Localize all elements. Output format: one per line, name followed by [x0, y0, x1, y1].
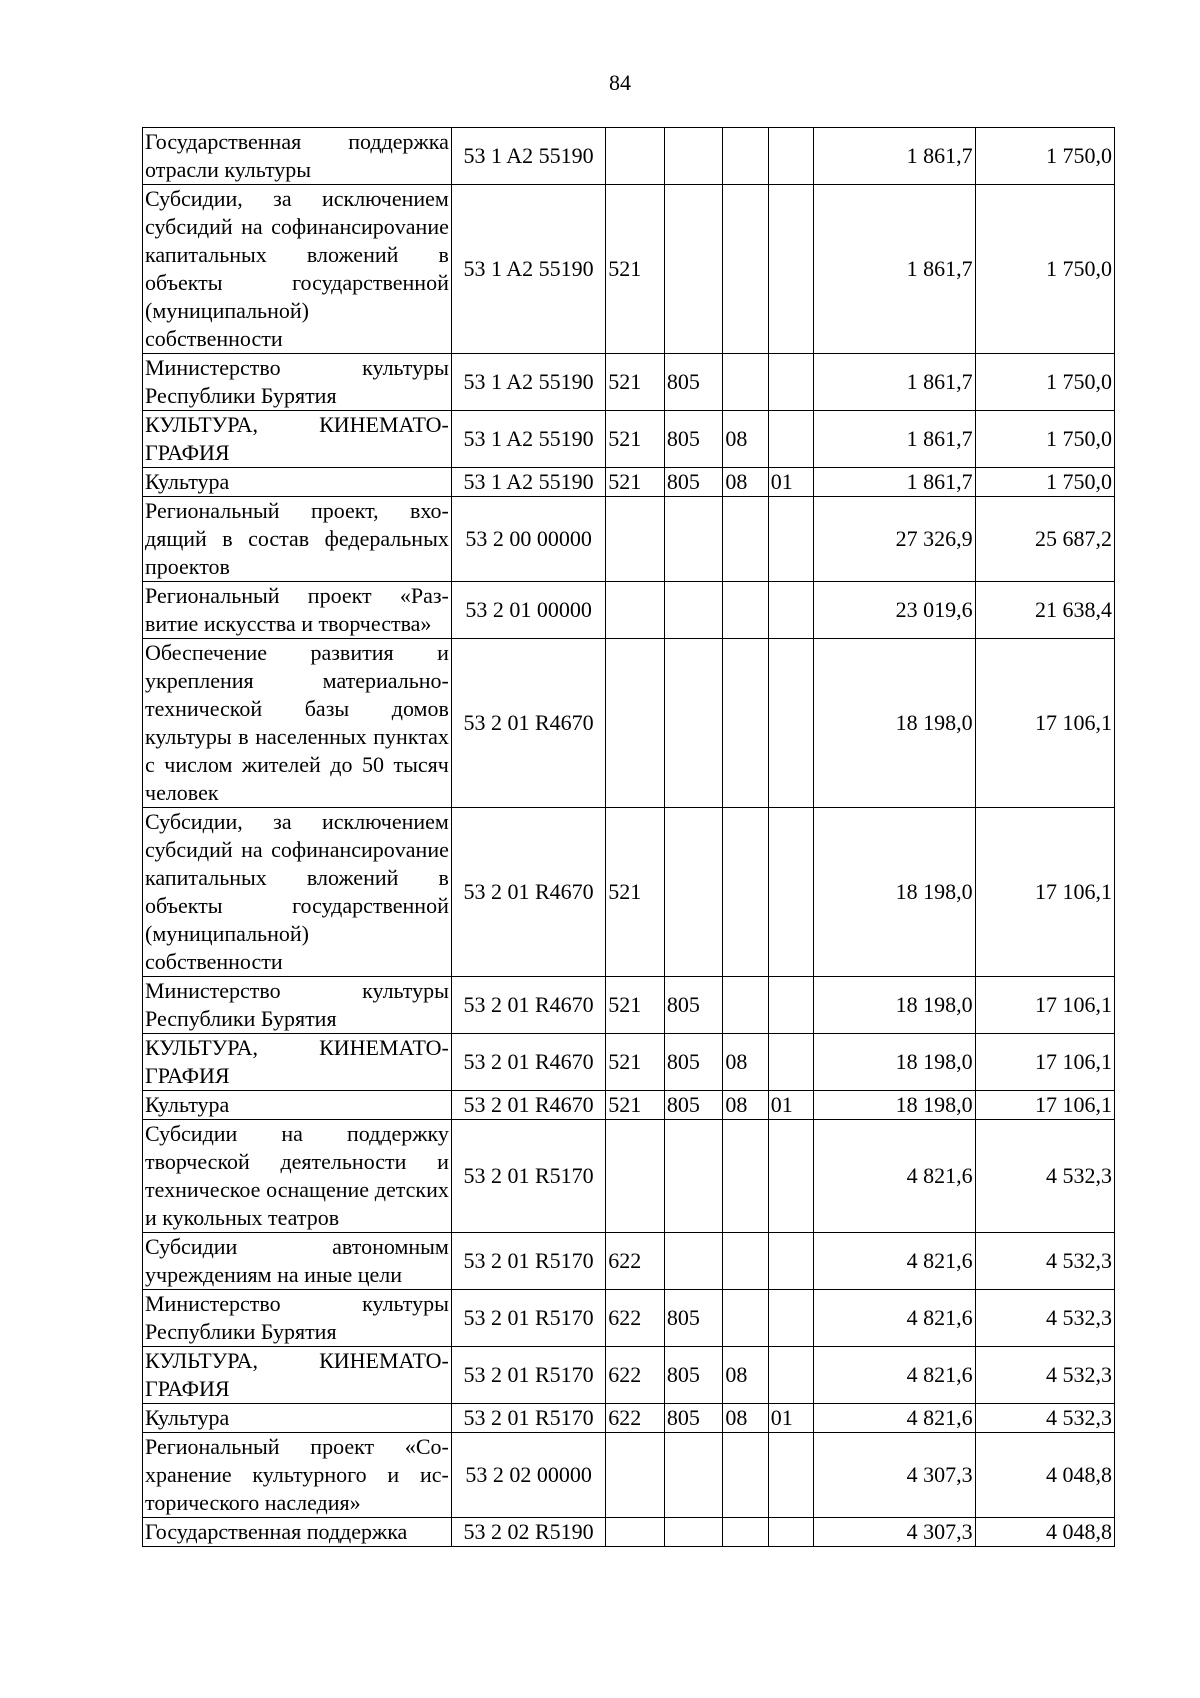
page-number: 84 [609, 70, 631, 95]
row-expense-type: 622 [606, 1404, 665, 1433]
row-subsection [768, 128, 813, 185]
row-target-code: 53 1 A2 55190 [451, 185, 605, 354]
row-amount-2: 4 532,3 [975, 1120, 1114, 1233]
row-amount-2: 1 750,0 [975, 468, 1114, 497]
table-row [143, 497, 1115, 582]
row-administrator-code [664, 582, 723, 639]
row-target-code: 53 1 A2 55190 [451, 468, 605, 497]
row-name: Региональный проект «Развитие искусства и творчества» [143, 582, 452, 639]
row-subsection [768, 1233, 813, 1290]
row-name: Субсидии, за исключением субсидий на софинансироvание капитальных вложений в объекты государственной (муниципальной) собственности [143, 808, 452, 977]
row-target-code: 53 2 01 R5170 [451, 1233, 605, 1290]
row-expense-type: 622 [606, 1290, 665, 1347]
row-expense-type [606, 1433, 665, 1518]
row-subsection [768, 1120, 813, 1233]
table-row [143, 128, 1115, 185]
row-administrator-code: 805 [664, 1347, 723, 1404]
row-subsection: 01 [768, 1404, 813, 1433]
row-name: Министерство культуры Республики Бурятия [143, 1290, 452, 1347]
row-section [723, 1518, 768, 1547]
row-amount-1: 1 861,7 [814, 411, 975, 468]
row-amount-2: 4 532,3 [975, 1347, 1114, 1404]
row-name: Субсидии на поддержку творческой деятельности и техническое оснащение детских и кукольных театров [143, 1120, 452, 1233]
row-target-code: 53 2 01 R5170 [451, 1290, 605, 1347]
row-section: 08 [723, 1091, 768, 1120]
row-section: 08 [723, 1347, 768, 1404]
row-expense-type: 521 [606, 1034, 665, 1091]
row-amount-2: 4 532,3 [975, 1404, 1114, 1433]
row-amount-2: 4 532,3 [975, 1233, 1114, 1290]
row-section [723, 354, 768, 411]
row-section [723, 977, 768, 1034]
row-administrator-code: 805 [664, 1290, 723, 1347]
row-administrator-code: 805 [664, 468, 723, 497]
row-target-code: 53 2 01 00000 [451, 582, 605, 639]
row-expense-type: 521 [606, 1091, 665, 1120]
row-target-code: 53 1 A2 55190 [451, 354, 605, 411]
row-target-code: 53 1 A2 55190 [451, 128, 605, 185]
row-amount-2: 1 750,0 [975, 128, 1114, 185]
row-expense-type: 521 [606, 468, 665, 497]
row-administrator-code [664, 1120, 723, 1233]
row-administrator-code [664, 185, 723, 354]
row-name: Субсидии автономным учреждениям на иные цели [143, 1233, 452, 1290]
row-name: Государственная поддержка отрасли культуры [143, 128, 452, 185]
row-name: Культура [143, 468, 452, 497]
row-section [723, 639, 768, 808]
row-subsection [768, 1290, 813, 1347]
table-row [143, 468, 1115, 497]
row-subsection [768, 977, 813, 1034]
row-amount-2: 21 638,4 [975, 582, 1114, 639]
table-row [143, 185, 1115, 354]
table-row [143, 639, 1115, 808]
row-amount-2: 1 750,0 [975, 185, 1114, 354]
row-amount-1: 4 307,3 [814, 1433, 975, 1518]
row-section [723, 808, 768, 977]
table-row [143, 582, 1115, 639]
row-target-code: 53 1 A2 55190 [451, 411, 605, 468]
row-amount-2: 17 106,1 [975, 639, 1114, 808]
row-amount-2: 17 106,1 [975, 1034, 1114, 1091]
row-section [723, 1290, 768, 1347]
row-amount-1: 4 821,6 [814, 1290, 975, 1347]
row-name: КУЛЬТУРА, КИНЕМАТОГРАФИЯ [143, 411, 452, 468]
row-expense-type: 622 [606, 1347, 665, 1404]
row-target-code: 53 2 01 R4670 [451, 639, 605, 808]
row-amount-1: 1 861,7 [814, 354, 975, 411]
row-administrator-code [664, 128, 723, 185]
row-name: КУЛЬТУРА, КИНЕМАТОГРАФИЯ [143, 1034, 452, 1091]
row-expense-type [606, 128, 665, 185]
row-section: 08 [723, 468, 768, 497]
row-expense-type [606, 639, 665, 808]
row-expense-type: 622 [606, 1233, 665, 1290]
row-target-code: 53 2 01 R4670 [451, 977, 605, 1034]
row-subsection [768, 497, 813, 582]
row-administrator-code: 805 [664, 354, 723, 411]
row-amount-2: 25 687,2 [975, 497, 1114, 582]
row-name: Государственная поддержка [143, 1518, 452, 1547]
row-target-code: 53 2 02 00000 [451, 1433, 605, 1518]
row-name: Региональный проект, входящий в состав федеральных проектов [143, 497, 452, 582]
row-target-code: 53 2 01 R4670 [451, 1034, 605, 1091]
row-section [723, 582, 768, 639]
row-administrator-code [664, 639, 723, 808]
row-amount-1: 1 861,7 [814, 128, 975, 185]
row-administrator-code [664, 808, 723, 977]
row-subsection [768, 582, 813, 639]
row-name: Субсидии, за исключением субсидий на софинансироvание капитальных вложений в объекты государственной (муниципальной) собственности [143, 185, 452, 354]
row-amount-1: 4 821,6 [814, 1347, 975, 1404]
row-amount-2: 4 048,8 [975, 1518, 1114, 1547]
row-expense-type [606, 497, 665, 582]
row-administrator-code: 805 [664, 1034, 723, 1091]
row-expense-type: 521 [606, 185, 665, 354]
row-expense-type: 521 [606, 411, 665, 468]
row-amount-1: 18 198,0 [814, 808, 975, 977]
row-name: Культура [143, 1404, 452, 1433]
row-section [723, 1120, 768, 1233]
row-expense-type [606, 1518, 665, 1547]
row-subsection: 01 [768, 468, 813, 497]
row-amount-1: 18 198,0 [814, 1091, 975, 1120]
row-amount-1: 18 198,0 [814, 1034, 975, 1091]
table-row [143, 1034, 1115, 1091]
row-amount-2: 1 750,0 [975, 411, 1114, 468]
row-amount-1: 18 198,0 [814, 639, 975, 808]
table-row [143, 1518, 1115, 1547]
row-amount-1: 4 821,6 [814, 1404, 975, 1433]
row-subsection [768, 411, 813, 468]
table-row [143, 1347, 1115, 1404]
row-administrator-code: 805 [664, 1091, 723, 1120]
row-subsection [768, 1518, 813, 1547]
row-subsection [768, 639, 813, 808]
row-administrator-code: 805 [664, 977, 723, 1034]
row-amount-2: 17 106,1 [975, 977, 1114, 1034]
row-amount-2: 17 106,1 [975, 808, 1114, 977]
row-administrator-code [664, 1233, 723, 1290]
row-expense-type: 521 [606, 808, 665, 977]
table-row [143, 1433, 1115, 1518]
row-amount-1: 18 198,0 [814, 977, 975, 1034]
row-amount-1: 1 861,7 [814, 185, 975, 354]
row-name: Министерство культуры Республики Бурятия [143, 977, 452, 1034]
row-name: Региональный проект «Сохранение культурного и исторического наследия» [143, 1433, 452, 1518]
row-section: 08 [723, 1404, 768, 1433]
row-amount-1: 4 821,6 [814, 1120, 975, 1233]
row-section [723, 128, 768, 185]
row-section [723, 1433, 768, 1518]
row-amount-2: 4 532,3 [975, 1290, 1114, 1347]
row-target-code: 53 2 01 R4670 [451, 808, 605, 977]
row-amount-2: 17 106,1 [975, 1091, 1114, 1120]
row-subsection [768, 185, 813, 354]
row-amount-2: 4 048,8 [975, 1433, 1114, 1518]
row-amount-2: 1 750,0 [975, 354, 1114, 411]
table-row [143, 1290, 1115, 1347]
row-target-code: 53 2 01 R4670 [451, 1091, 605, 1120]
row-subsection [768, 808, 813, 977]
row-section [723, 497, 768, 582]
row-target-code: 53 2 01 R5170 [451, 1120, 605, 1233]
table-row [143, 411, 1115, 468]
row-name: Министерство культуры Республики Бурятия [143, 354, 452, 411]
table-body [143, 128, 1115, 1547]
table-row [143, 808, 1115, 977]
row-section: 08 [723, 411, 768, 468]
row-administrator-code [664, 497, 723, 582]
row-amount-1: 1 861,7 [814, 468, 975, 497]
row-target-code: 53 2 02 R5190 [451, 1518, 605, 1547]
row-expense-type [606, 1120, 665, 1233]
row-name: Обеспечение развития и укрепления материально-технической базы домов культуры в населенных пунктах с числом жителей до 50 тысяч человек [143, 639, 452, 808]
row-amount-1: 4 821,6 [814, 1233, 975, 1290]
row-target-code: 53 2 01 R5170 [451, 1347, 605, 1404]
row-expense-type [606, 582, 665, 639]
table-row [143, 977, 1115, 1034]
row-expense-type: 521 [606, 977, 665, 1034]
row-section [723, 185, 768, 354]
budget-table [142, 127, 1115, 1547]
row-subsection [768, 354, 813, 411]
table-row [143, 1404, 1115, 1433]
row-subsection [768, 1433, 813, 1518]
row-subsection [768, 1347, 813, 1404]
row-subsection: 01 [768, 1091, 813, 1120]
row-expense-type: 521 [606, 354, 665, 411]
table-row [143, 354, 1115, 411]
row-administrator-code [664, 1433, 723, 1518]
row-amount-1: 27 326,9 [814, 497, 975, 582]
row-target-code: 53 2 01 R5170 [451, 1404, 605, 1433]
table-row [143, 1091, 1115, 1120]
row-amount-1: 23 019,6 [814, 582, 975, 639]
row-name: КУЛЬТУРА, КИНЕМАТОГРАФИЯ [143, 1347, 452, 1404]
row-subsection [768, 1034, 813, 1091]
row-name: Культура [143, 1091, 452, 1120]
row-amount-1: 4 307,3 [814, 1518, 975, 1547]
row-administrator-code: 805 [664, 411, 723, 468]
table-row [143, 1233, 1115, 1290]
row-section: 08 [723, 1034, 768, 1091]
row-target-code: 53 2 00 00000 [451, 497, 605, 582]
row-administrator-code: 805 [664, 1404, 723, 1433]
table-row [143, 1120, 1115, 1233]
row-section [723, 1233, 768, 1290]
row-administrator-code [664, 1518, 723, 1547]
